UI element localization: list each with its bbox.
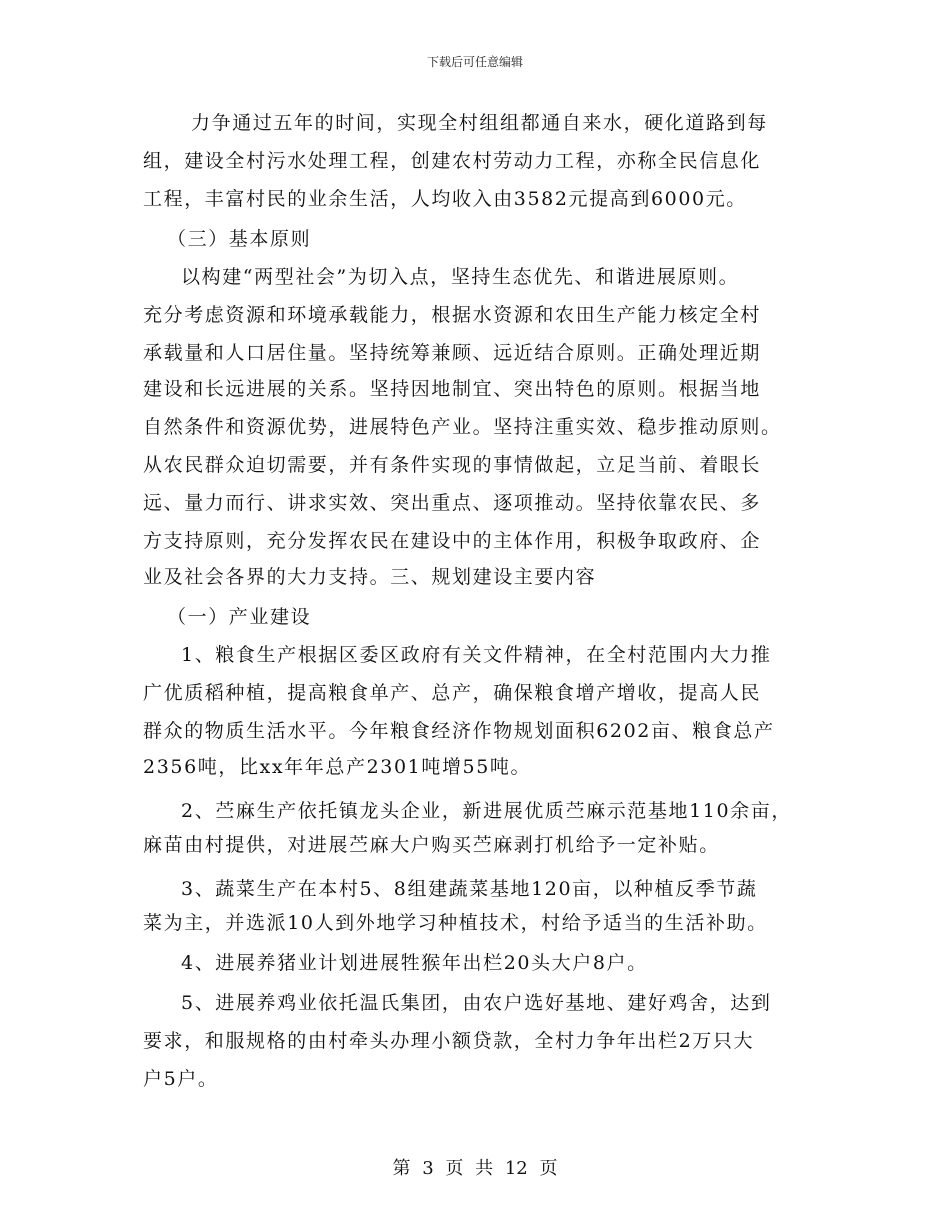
text-line: 自然条件和资源优势，进展特色产业。坚持注重实效、稳步推动原则。 xyxy=(143,416,782,438)
text-line: 4、进展养猪业计划进展牲猴年出栏20头大户8户。 xyxy=(181,952,648,974)
text-line: 户5户。 xyxy=(143,1068,219,1090)
text-line: 5、进展养鸡业依托温氏集团，由农户选好基地、建好鸡舍，达到 xyxy=(181,992,772,1014)
text-line: 充分考虑资源和环境承载能力，根据水资源和农田生产能力核定全村 xyxy=(143,304,762,326)
text-line: 组，建设全村污水处理工程，创建农村劳动力工程，亦称全民信息化 xyxy=(143,150,762,172)
section-heading: （一）产业建设 xyxy=(167,606,312,628)
text-line: 1、粮食生产根据区委区政府有关文件精神，在全村范围内大力推 xyxy=(181,644,772,666)
text-line: 2、苎麻生产依托镇龙头企业，新进展优质苎麻示范基地110余亩， xyxy=(181,800,792,822)
text-line: 力争通过五年的时间，实现全村组组都通自来水，硬化道路到每 xyxy=(191,112,768,134)
page-footer: 第 3 页 共 12 页 xyxy=(392,1158,558,1179)
text-line: 从农民群众迫切需要，并有条件实现的事情做起，立足当前、着眼长 xyxy=(143,454,762,476)
text-line: 要求，和服规格的由村牵头办理小额贷款，全村力争年出栏2万只大 xyxy=(143,1030,755,1052)
page-header: 下载后可任意编辑 xyxy=(426,55,523,69)
text-line: 工程，丰富村民的业余生活，人均收入由3582元提高到6000元。 xyxy=(143,188,747,210)
text-line: 方支持原则，充分发挥农民在建设中的主体作用，积极争取政府、企 xyxy=(143,530,762,552)
text-line: 麻苗由村提供，对进展苎麻大户购买苎麻剥打机给予一定补贴。 xyxy=(143,834,720,856)
section-heading: （三）基本原则 xyxy=(167,228,312,250)
text-line: 菜为主，并选派10人到外地学习种植技术，村给予适当的生活补助。 xyxy=(143,912,768,934)
text-line: 群众的物质生活水平。今年粮食经济作物规划面积6202亩、粮食总产 xyxy=(143,720,775,742)
text-line: 3、蔬菜生产在本村5、8组建蔬菜基地120亩，以种植反季节蔬 xyxy=(181,878,758,900)
text-line: 远、量力而行、讲求实效、突出重点、逐项推动。坚持依靠农民、多 xyxy=(143,492,762,514)
text-line: 以构建“两型社会”为切入点，坚持生态优先、和谐进展原则。 xyxy=(181,266,740,288)
text-line: 2356吨，比xx年年总产2301吨增55吨。 xyxy=(143,756,532,778)
text-line: 承载量和人口居住量。坚持统筹兼顾、远近结合原则。正确处理近期 xyxy=(143,342,762,364)
text-line: 业及社会各界的大力支持。三、规划建设主要内容 xyxy=(143,566,597,588)
text-line: 广优质稻种植，提高粮食单产、总产，确保粮食增产增收，提高人民 xyxy=(143,682,762,704)
text-line: 建设和长远进展的关系。坚持因地制宜、突出特色的原则。根据当地 xyxy=(143,378,762,400)
